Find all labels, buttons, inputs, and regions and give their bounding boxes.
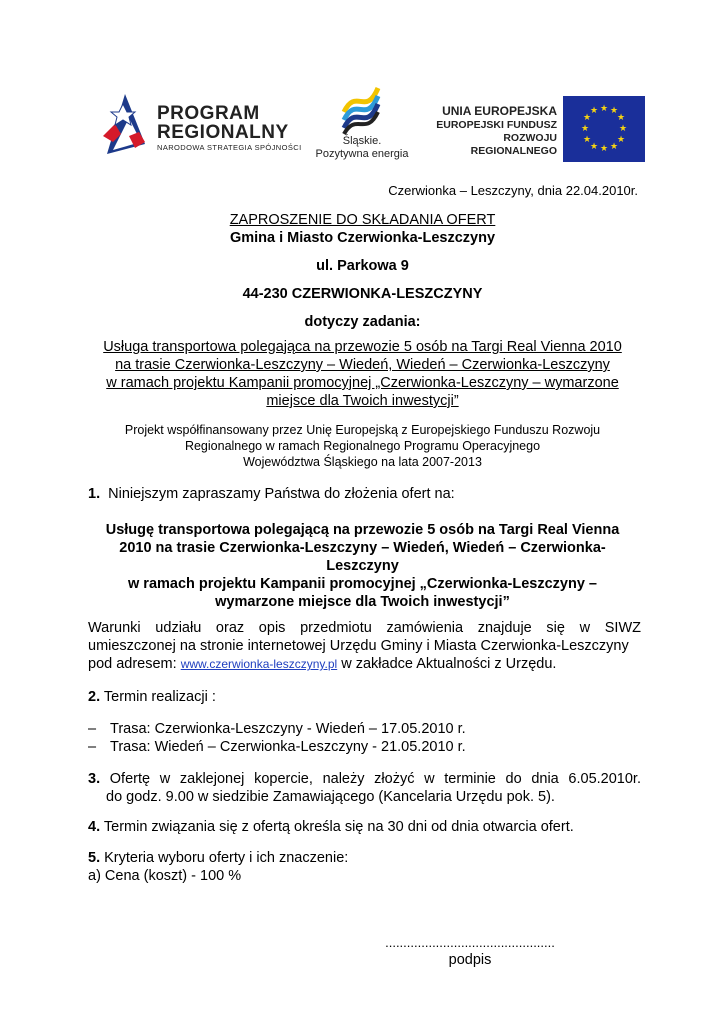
list-item bbox=[88, 738, 466, 756]
item-text: Niniejszym zapraszamy Państwa do złożenia ofert na: bbox=[108, 486, 455, 502]
svg-text:★: ★ bbox=[580, 124, 590, 134]
slaskie-emblem bbox=[336, 82, 386, 137]
signature-label: podpis bbox=[448, 952, 492, 968]
street-address: ul. Parkowa 9 bbox=[316, 258, 409, 274]
date-line: Czerwionka – Leszczyny, dnia 22.04.2010r. bbox=[388, 183, 638, 198]
eu-regional-line: ROZWOJU REGIONALNEGO bbox=[470, 132, 557, 157]
item-text-continued: do godz. 9.00 w siedzibie Zamawiającego (Kancelaria Urzędu pok. 5). bbox=[106, 789, 555, 805]
criteria-sub-item: a) Cena (koszt) - 100 % bbox=[88, 868, 242, 884]
conditions-suffix: w zakładce Aktualności z Urzędu. bbox=[337, 656, 557, 672]
eu-line: UNIA EUROPEJSKA bbox=[442, 104, 557, 118]
dash-bullet: – bbox=[88, 739, 97, 755]
website-link[interactable]: www.czerwionka-leszczyny.pl bbox=[180, 657, 338, 671]
organization-name: Gmina i Miasto Czerwionka-Leszczyny bbox=[229, 230, 496, 246]
service-line: w ramach projektu Kampanii promocyjnej „Czerwionka-Leszczyny – bbox=[128, 576, 597, 592]
svg-text:★: ★ bbox=[582, 113, 592, 123]
regionalny-line: REGIONALNY bbox=[157, 122, 289, 143]
service-line: Leszczyny bbox=[326, 558, 399, 574]
svg-text:★: ★ bbox=[609, 142, 619, 152]
item-number: 5. bbox=[88, 850, 101, 866]
item-number: 1. bbox=[88, 486, 101, 502]
task-title-line: na trasie Czerwionka-Leszczyny – Wiedeń, Wiedeń – Czerwionka-Leszczyny bbox=[115, 357, 610, 373]
item-text: Ofertę w zaklejonej kopercie, należy złożyć w terminie do dnia 6.05.2010r. bbox=[109, 771, 641, 787]
slaskie-line: Śląskie. bbox=[342, 135, 382, 147]
item-text: Kryteria wyboru oferty i ich znaczenie: bbox=[104, 850, 349, 866]
signature-line: ............................................... bbox=[385, 935, 555, 950]
cofinance-note bbox=[60, 422, 665, 470]
city-address: 44-230 CZERWIONKA-LESZCZYNY bbox=[242, 286, 483, 302]
svg-text:★: ★ bbox=[589, 106, 599, 116]
service-line: 2010 na trasie Czerwionka-Leszczyny – Wiedeń, Wiedeń – Czerwionka- bbox=[119, 540, 606, 556]
program-regionalny-emblem bbox=[95, 84, 155, 164]
item-number: 4. bbox=[88, 819, 101, 835]
svg-text:★: ★ bbox=[582, 135, 592, 145]
svg-text:★: ★ bbox=[599, 104, 609, 114]
conditions-prefix: pod adresem: bbox=[88, 656, 181, 672]
svg-text:★: ★ bbox=[599, 144, 609, 154]
item-number: 2. bbox=[88, 689, 101, 705]
program-regionalny-text bbox=[157, 104, 302, 153]
item-text: Termin związania się z ofertą określa się na 30 dni od dnia otwarcia ofert. bbox=[103, 819, 574, 835]
svg-text:★: ★ bbox=[616, 135, 626, 145]
service-line: Usługę transportowa polegającą na przewozie 5 osób na Targi Real Vienna bbox=[105, 522, 620, 538]
svg-text:★: ★ bbox=[618, 124, 628, 134]
cofinance-line: Województwa Śląskiego na lata 2007-2013 bbox=[243, 455, 482, 469]
logo-bar bbox=[0, 82, 725, 172]
item-1 bbox=[88, 485, 455, 503]
task-title bbox=[60, 338, 665, 410]
slaskie-tagline: Pozytywna energia bbox=[315, 148, 409, 160]
list-item bbox=[88, 720, 466, 738]
eu-flag-icon bbox=[563, 96, 645, 162]
program-line: PROGRAM bbox=[157, 103, 260, 124]
conditions-line bbox=[88, 655, 641, 673]
trip-list bbox=[88, 720, 466, 756]
item-5 bbox=[88, 849, 348, 885]
task-label: dotyczy zadania: bbox=[304, 314, 421, 330]
task-title-line: w ramach projektu Kampanii promocyjnej „Czerwionka-Leszczyny – wymarzone bbox=[106, 375, 619, 391]
cofinance-line: Projekt współfinansowany przez Unię Europejską z Europejskiego Funduszu Rozwoju bbox=[124, 423, 601, 437]
item-4 bbox=[88, 818, 574, 836]
cofinance-line: Regionalnego w ramach Regionalnego Programu Operacyjnego bbox=[184, 439, 541, 453]
trip-text: Trasa: Czerwionka-Leszczyny - Wiedeń – 17.05.2010 r. bbox=[110, 721, 466, 737]
item-text: Termin realizacji : bbox=[103, 689, 216, 705]
trip-text: Trasa: Wiedeń – Czerwionka-Leszczyny - 21.05.2010 r. bbox=[110, 739, 466, 755]
strategy-line: NARODOWA STRATEGIA SPÓJNOŚCI bbox=[157, 143, 302, 152]
eu-fund-line: EUROPEJSKI FUNDUSZ bbox=[436, 119, 557, 131]
svg-text:★: ★ bbox=[616, 113, 626, 123]
item-number: 3. bbox=[88, 771, 101, 787]
item-3 bbox=[88, 770, 641, 806]
task-title-line: Usługa transportowa polegająca na przewozie 5 osób na Targi Real Vienna 2010 bbox=[103, 339, 622, 355]
document-title: ZAPROSZENIE DO SKŁADANIA OFERT bbox=[229, 212, 496, 228]
conditions-paragraph bbox=[88, 619, 641, 673]
svg-text:★: ★ bbox=[609, 106, 619, 116]
service-line: wymarzone miejsce dla Twoich inwestycji” bbox=[215, 594, 510, 610]
service-description bbox=[60, 521, 665, 611]
task-title-line: miejsce dla Twoich inwestycji” bbox=[266, 393, 459, 409]
dash-bullet: – bbox=[88, 721, 97, 737]
signature-block bbox=[360, 934, 580, 969]
document-header bbox=[0, 211, 725, 331]
eu-text bbox=[425, 104, 557, 158]
conditions-line: Warunki udziału oraz opis przedmiotu zamówienia znajduje się w SIWZ bbox=[88, 620, 641, 636]
conditions-line: umieszczonej na stronie internetowej Urzędu Gminy i Miasta Czerwionka-Leszczyny bbox=[88, 638, 629, 654]
item-2 bbox=[88, 688, 216, 706]
slaskie-text bbox=[312, 135, 412, 161]
svg-text:★: ★ bbox=[589, 142, 599, 152]
